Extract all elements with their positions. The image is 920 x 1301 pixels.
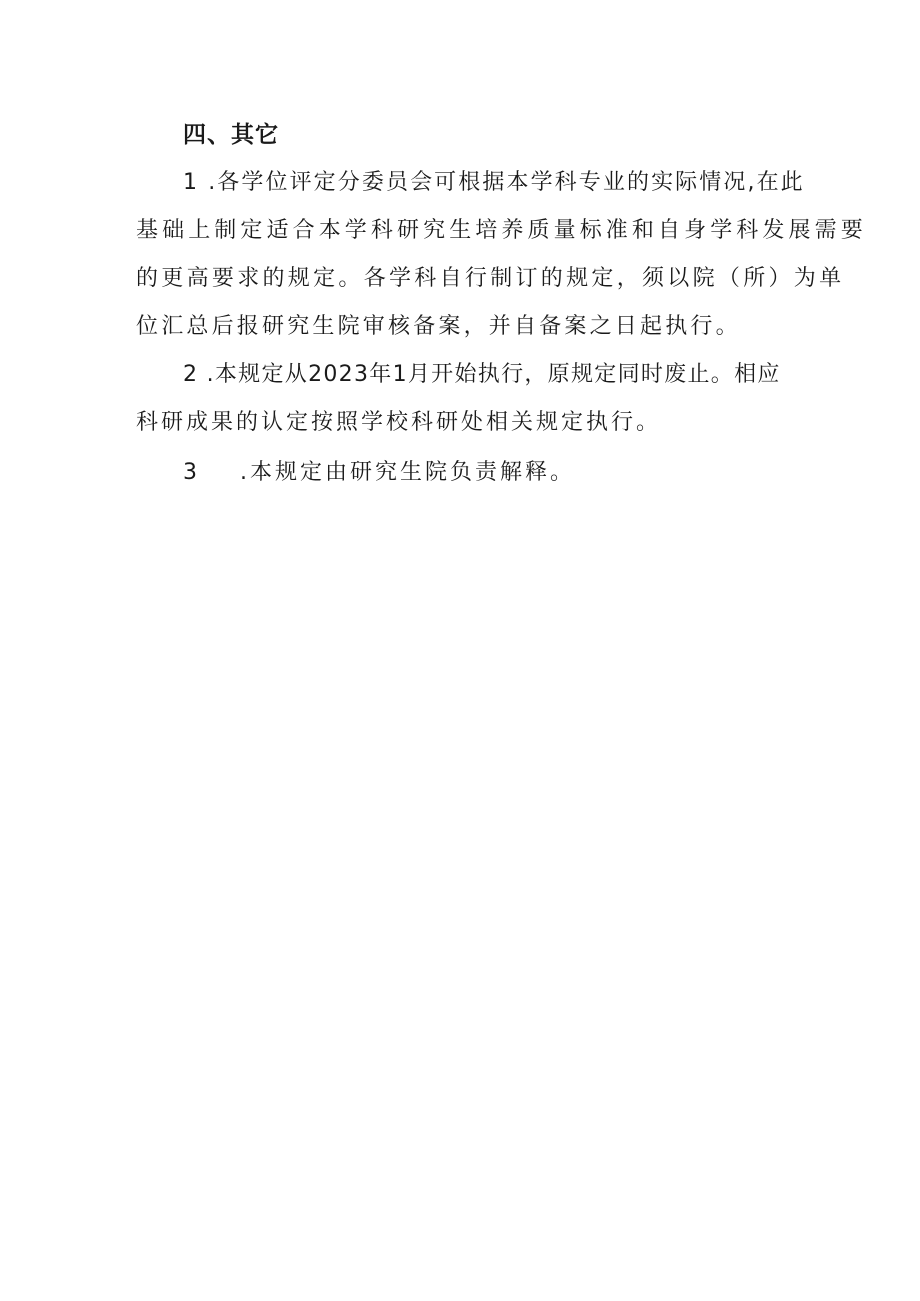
paragraph-1-line-4: 位汇总后报研究生院审核备案，并自备案之日起执行。 [136,314,741,339]
paragraph-3-number: 3 [183,460,200,485]
paragraph-2-line-1: 2 .本规定从2023年1月开始执行，原规定同时废止。相应 [183,362,781,387]
paragraph-1-line-2: 基础上制定适合本学科研究生培养质量标准和自身学科发展需要 [136,218,867,243]
section-heading: 四、其它 [183,122,279,148]
paragraph-3 [183,458,575,488]
paragraph-1-line-3: 的更高要求的规定。各学科自行制订的规定，须以院（所）为单 [136,266,845,291]
paragraph-3-text: .本规定由研究生院负责解释。 [240,460,575,485]
paragraph-2-line-2: 科研成果的认定按照学校科研处相关规定执行。 [136,410,662,435]
paragraph-1-line-1: 1 .各学位评定分委员会可根据本学科专业的实际情况,在此 [183,170,805,195]
